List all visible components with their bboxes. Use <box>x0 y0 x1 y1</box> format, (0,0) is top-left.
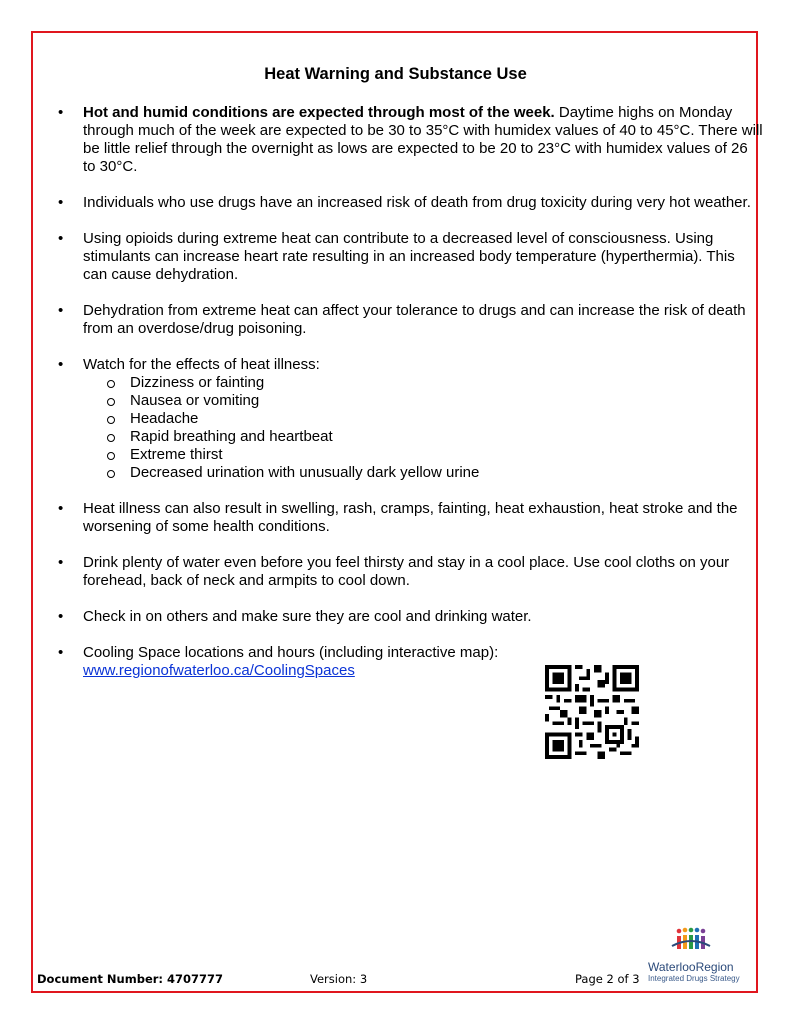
list-item: • Dehydration from extreme heat can affect your tolerance to drugs and can increase the risk of death from an overdose/drug poisoning. <box>83 302 763 338</box>
symptom-list <box>83 374 763 482</box>
version-label: Version: 3 <box>310 972 368 986</box>
bullet-text: • Cooling Space locations and hours (including interactive map): <box>83 644 499 661</box>
list-item: • Heat illness can also result in swelling, rash, cramps, fainting, heat exhaustion, heat stroke and the worsening of some health conditions. <box>83 500 763 536</box>
document-number: Document Number: 4707777 <box>37 972 224 986</box>
symptom-item: Decreased urination with unusually dark yellow urine <box>130 464 763 482</box>
list-item: • Drink plenty of water even before you feel thirsty and stay in a cool place. Use cool cloths on your forehead, back of neck and armpits to cool down. <box>83 554 763 590</box>
list-item <box>83 644 763 680</box>
symptom-item: Dizziness or fainting <box>130 374 763 392</box>
list-item: • Individuals who use drugs have an increased risk of death from drug toxicity during very hot weather. <box>83 194 763 212</box>
bullet-list <box>83 104 763 680</box>
symptom-item: Nausea or vomiting <box>130 392 763 410</box>
logo-name: WaterlooRegion <box>648 960 734 974</box>
bullet-text: Daytime highs on Monday through much of the week are expected to be 30 to 35°C with humidex values of 40 to 45°C. There will be little relief through the overnight as lows are expected to be 20 to 23°C with humidex values of 26 to 30°C. <box>83 104 763 175</box>
bullet-text: • Watch for the effects of heat illness: <box>83 356 320 373</box>
page-title: Heat Warning and Substance Use <box>264 65 527 83</box>
list-item <box>83 104 763 176</box>
qr-code-icon <box>545 665 639 759</box>
symptom-item: Rapid breathing and heartbeat <box>130 428 763 446</box>
list-item <box>83 356 763 482</box>
list-item: • Check in on others and make sure they are cool and drinking water. <box>83 608 763 626</box>
symptom-item: Extreme thirst <box>130 446 763 464</box>
page-number: Page 2 of 3 <box>575 972 640 986</box>
bullet-emphasis: Hot and humid conditions are expected through most of the week. <box>83 104 555 121</box>
logo-subtitle: Integrated Drugs Strategy <box>648 974 740 983</box>
cooling-spaces-link[interactable]: www.regionofwaterloo.ca/CoolingSpaces <box>83 662 355 679</box>
symptom-item: Headache <box>130 410 763 428</box>
list-item: • Using opioids during extreme heat can contribute to a decreased level of consciousness. Using stimulants can increase heart rate resulting in an increased body temperature (hyperthermia). This can cause dehydration. <box>83 230 763 284</box>
